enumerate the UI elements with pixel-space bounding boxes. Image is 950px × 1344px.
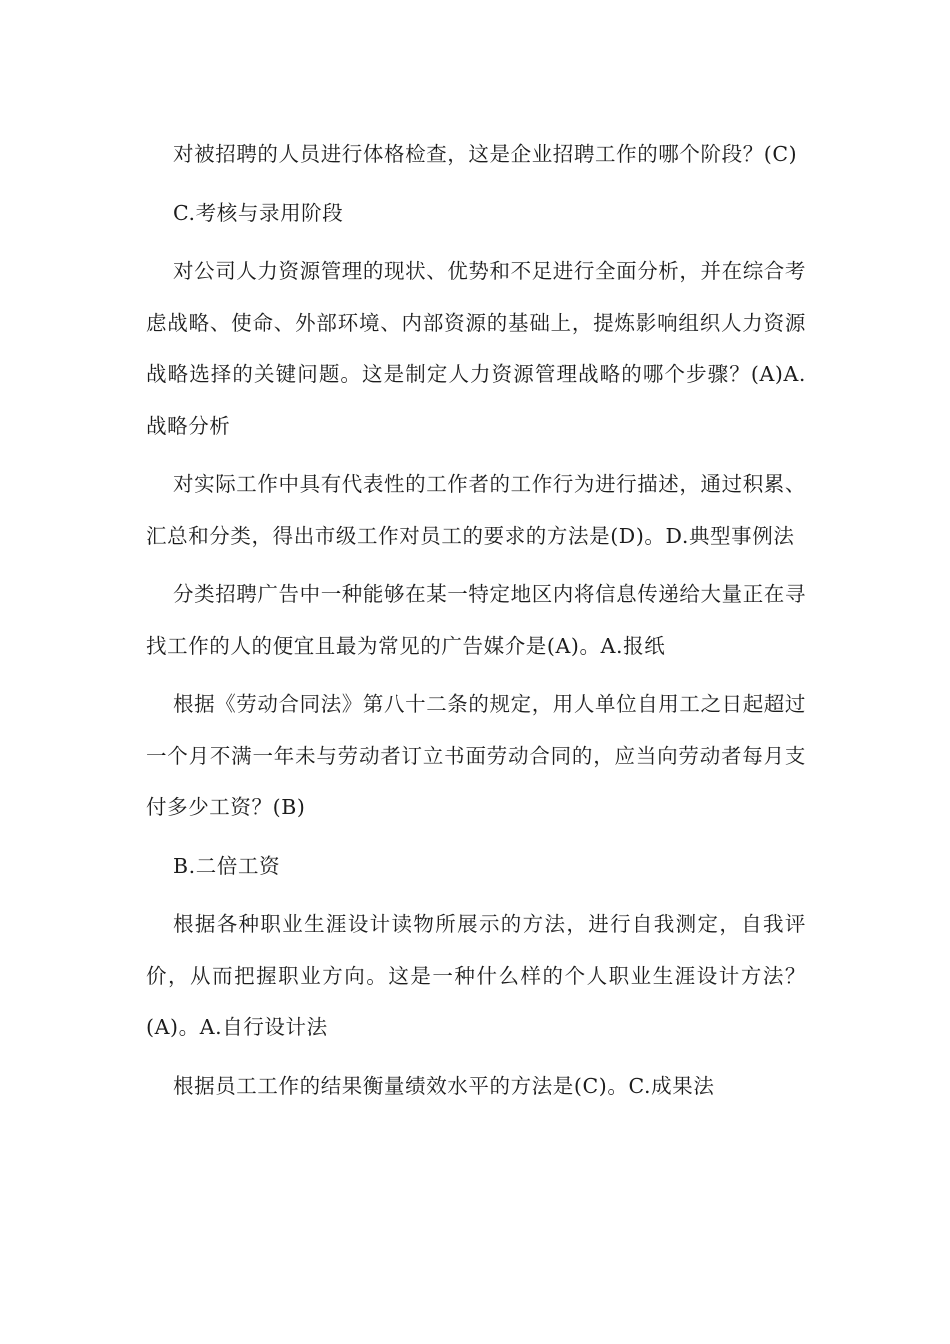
answer-paragraph: B.二倍工资 (173, 853, 281, 878)
question-paragraph: 对被招聘的人员进行体格检查，这是企业招聘工作的哪个阶段？(C) (173, 142, 798, 166)
question-paragraph: 分类招聘广告中一种能够在某一特定地区内将信息传递给大量正在寻找工作的人的便宜且最为常见的广告媒介是(A)。A.报纸 (146, 582, 806, 658)
question-paragraph: 根据《劳动合同法》第八十二条的规定，用人单位自用工之日起超过一个月不满一年未与劳动者订立书面劳动合同的，应当向劳动者每月支付多少工资？(B) (146, 692, 806, 819)
question-paragraph: 根据员工工作的结果衡量绩效水平的方法是(C)。C.成果法 (173, 1073, 715, 1098)
document-body (146, 129, 806, 1119)
question-paragraph: 对公司人力资源管理的现状、优势和不足进行全面分析，并在综合考虑战略、使命、外部环境、内部资源的基础上，提炼影响组织人力资源战略选择的关键问题。这是制定人力资源管理战略的哪个步骤？(A)A.战略分析 (146, 259, 806, 438)
question-paragraph: 根据各种职业生涯设计读物所展示的方法，进行自我测定，自我评价，从而把握职业方向。这是一种什么样的个人职业生涯设计方法？(A)。A.自行设计法 (146, 912, 806, 1039)
question-paragraph: 对实际工作中具有代表性的工作者的工作行为进行描述，通过积累、汇总和分类，得出市级工作对员工的要求的方法是(D)。D.典型事例法 (146, 472, 806, 548)
answer-paragraph: C.考核与录用阶段 (173, 200, 344, 225)
